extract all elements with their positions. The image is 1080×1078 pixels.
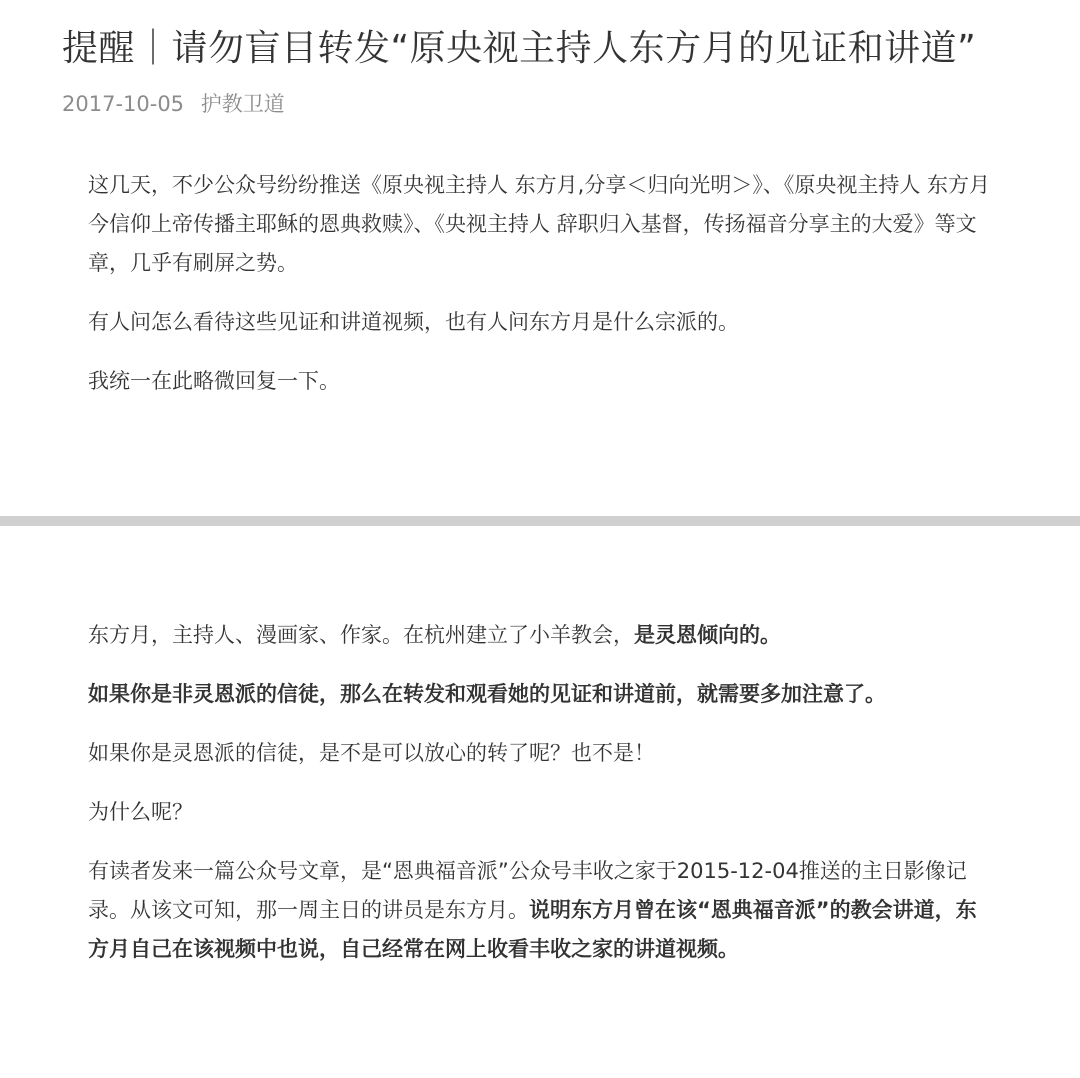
paragraph [88,616,996,655]
paragraph: 为什么呢？ [88,800,193,824]
source-name[interactable]: 护教卫道 [200,92,285,116]
paragraph-bold-text: 说明东方月曾在该“恩典福音派”的教会讲道，东方月自己在该视频中也说，自己经常在网上收看丰收之家的讲道视频。 [88,898,977,961]
paragraph: 有人问怎么看待这些见证和讲道视频，也有人问东方月是什么宗派的。 [88,310,739,334]
paragraph: 如果你是灵恩派的信徒，是不是可以放心的转了呢？也不是！ [88,741,655,765]
paragraph: 这几天，不少公众号纷纷推送《原央视主持人 东方月,分享＜归向光明＞》、《原央视主持人 东方月今信仰上帝传播主耶稣的恩典救赎》、《央视主持人 辞职归入基督，传扬福音分享主的大爱》等文章，几乎有刷屏之势。 [88,173,991,275]
paragraph-bold: 如果你是非灵恩派的信徒，那么在转发和观看她的见证和讲道前，就需要多加注意了。 [88,682,886,706]
paragraph-text: 有读者发来一篇公众号文章，是“恩典福音派”公众号丰收之家于2015-12-04推送的主日影像记录。从该文可知，那一周主日的讲员是东方月。 [88,859,967,922]
article-section-body [0,526,1080,969]
article-section-intro [0,118,1080,516]
publish-date: 2017-10-05 [62,92,185,116]
article-header [0,0,1080,118]
section-divider [0,516,1080,526]
paragraph: 我统一在此略微回复一下。 [88,369,340,393]
article-title: 提醒｜请勿盲目转发“原央视主持人东方月的见证和讲道” [62,28,977,69]
paragraph-bold-text: 是灵恩倾向的。 [634,623,781,647]
paragraph-text: 东方月，主持人、漫画家、作家。在杭州建立了小羊教会， [88,623,634,647]
article-meta [62,90,1018,118]
paragraph [88,852,996,969]
